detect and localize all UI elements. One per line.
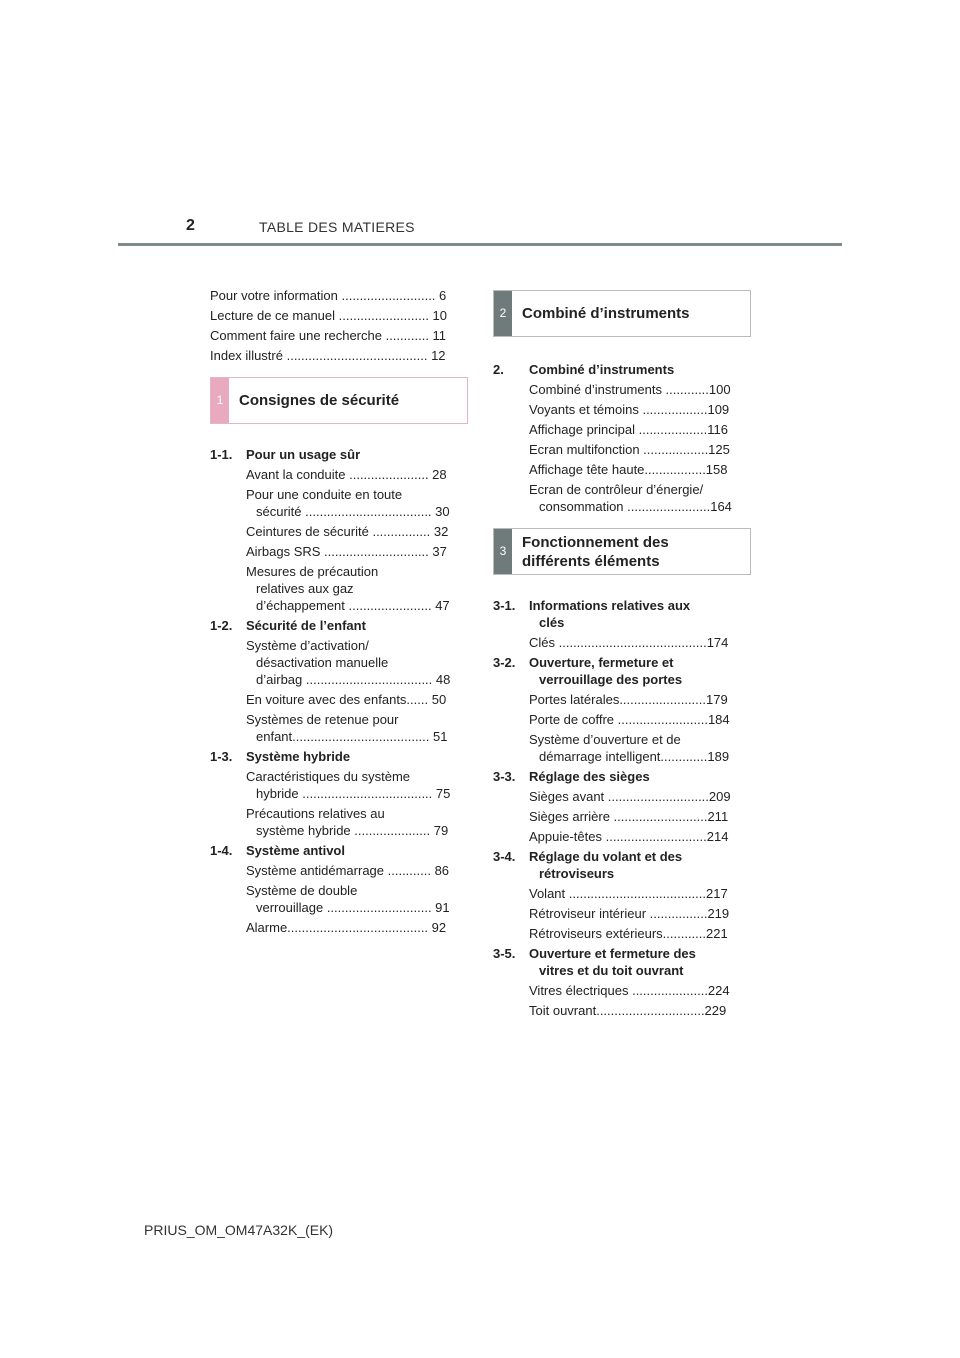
section-number: 1-1. (210, 447, 233, 462)
toc-entry-line: Clés .........................................174 (529, 635, 729, 650)
section-heading[interactable] (210, 617, 468, 634)
toc-entry[interactable] (210, 882, 468, 916)
intro-list (210, 287, 468, 364)
toc-entry[interactable] (493, 441, 751, 458)
toc-entry[interactable]: Index illustré ....................................... 12 (210, 348, 446, 363)
toc-entry[interactable]: Comment faire une recherche ............ 11 (210, 328, 447, 343)
section-heading[interactable] (210, 748, 468, 765)
section-title (529, 848, 751, 882)
toc-entry[interactable] (493, 381, 751, 398)
toc-entry[interactable] (493, 731, 751, 765)
section-heading[interactable] (493, 654, 751, 688)
toc-entry-line: Système antidémarrage ............ 86 (246, 863, 450, 878)
toc-entry[interactable] (210, 523, 468, 540)
toc-entry[interactable] (493, 1002, 751, 1019)
section-title-line1: Réglage des sièges (529, 769, 650, 784)
toc-entry[interactable] (210, 768, 468, 802)
toc-right-column (493, 290, 751, 1022)
toc-entry[interactable] (493, 421, 751, 438)
chapter-title-line2: différents éléments (522, 552, 660, 570)
chapter-2-sections (493, 349, 751, 515)
toc-entry-line: Sièges arrière ..........................211 (529, 809, 729, 824)
toc-entry-line: Système d’ouverture et de (529, 732, 681, 747)
toc-entry-line: Appuie-têtes ............................214 (529, 829, 729, 844)
toc-entry-line: démarrage intelligent.............189 (539, 749, 730, 764)
section-title-line2: clés (539, 615, 565, 630)
section-number: 3-1. (493, 598, 516, 613)
toc-entry[interactable]: Lecture de ce manuel ......................... 10 (210, 308, 448, 323)
chapter-title (512, 529, 669, 574)
toc-entry[interactable] (493, 711, 751, 728)
toc-entry-line: Affichage tête haute.................158 (529, 462, 728, 477)
toc-entry[interactable] (493, 481, 751, 515)
section-number: 3-5. (493, 946, 516, 961)
section-title-line1: Informations relatives aux (529, 598, 691, 613)
toc-entry-line: d’airbag ................................... 48 (256, 672, 451, 687)
toc-entry-line: Systèmes de retenue pour (246, 712, 399, 727)
toc-entry-line: Ecran de contrôleur d’énergie/ (529, 482, 704, 497)
toc-entry[interactable] (210, 691, 468, 708)
toc-entry[interactable] (493, 461, 751, 478)
chapter-2-header[interactable] (493, 290, 751, 337)
toc-entry-line: Avant la conduite ...................... 28 (246, 467, 447, 482)
section-heading[interactable] (493, 768, 751, 785)
toc-entry-line: hybride .................................... 75 (256, 786, 451, 801)
section-heading[interactable] (210, 842, 468, 859)
chapter-title: Combiné d’instruments (522, 305, 690, 322)
section-title-line1: Sécurité de l’enfant (246, 618, 366, 633)
toc-entry[interactable] (493, 828, 751, 845)
toc-entry[interactable] (493, 808, 751, 825)
toc-entry-line: Système d’activation/ (246, 638, 369, 653)
toc-entry-line: Rétroviseur intérieur ................219 (529, 906, 730, 921)
toc-entry-line: Ceintures de sécurité ................ 32 (246, 524, 449, 539)
page-number: 2 (186, 217, 195, 234)
section-title-line1: Combiné d’instruments (529, 362, 675, 377)
toc-entry[interactable] (210, 805, 468, 839)
section-title (529, 361, 751, 378)
chapter-title-line1: Fonctionnement des (522, 533, 669, 551)
chapter-3-sections (493, 597, 751, 1019)
toc-entry[interactable] (493, 691, 751, 708)
section-heading[interactable] (210, 446, 468, 463)
toc-entry[interactable] (210, 486, 468, 520)
section-title-line1: Réglage du volant et des (529, 849, 683, 864)
toc-entry-line: Alarme....................................... 92 (246, 920, 447, 935)
toc-entry-line: Mesures de précaution (246, 564, 379, 579)
toc-entry-line: Sièges avant ............................209 (529, 789, 731, 804)
section-heading[interactable] (493, 945, 751, 979)
section-title (529, 768, 751, 785)
section-title (246, 842, 468, 859)
toc-entry[interactable] (210, 919, 468, 936)
section-title-line1: Système hybride (246, 749, 351, 764)
section-title (529, 654, 751, 688)
toc-entry[interactable]: Pour votre information .......................... 6 (210, 288, 447, 303)
chapter-title: Consignes de sécurité (239, 392, 400, 409)
toc-entry[interactable] (210, 543, 468, 560)
chapter-tab: 3 (494, 529, 512, 574)
toc-entry[interactable] (493, 634, 751, 651)
page-header-title: TABLE DES MATIERES (259, 219, 415, 235)
toc-entry[interactable] (493, 925, 751, 942)
section-number: 1-4. (210, 843, 233, 858)
toc-entry-line: En voiture avec des enfants...... 50 (246, 692, 447, 707)
section-number: 3-4. (493, 849, 516, 864)
chapter-tab: 1 (211, 378, 229, 423)
toc-entry-line: Précautions relatives au (246, 806, 385, 821)
toc-entry-line: Système de double (246, 883, 358, 898)
section-heading[interactable] (493, 848, 751, 882)
toc-entry-line: Pour une conduite en toute (246, 487, 403, 502)
toc-entry-line: Porte de coffre .........................184 (529, 712, 730, 727)
header-divider (118, 243, 842, 246)
section-number: 1-2. (210, 618, 233, 633)
toc-entry-line: Toit ouvrant..............................229 (529, 1003, 727, 1018)
toc-entry-line: d’échappement ....................... 47 (256, 598, 450, 613)
toc-entry-line: sécurité ................................... 30 (256, 504, 450, 519)
toc-entry-line: consommation .......................164 (539, 499, 732, 514)
toc-entry-line: Vitres électriques .....................224 (529, 983, 730, 998)
section-heading[interactable] (493, 597, 751, 631)
toc-left-column (210, 287, 468, 939)
section-title (529, 945, 751, 979)
toc-entry-line: Rétroviseurs extérieurs............221 (529, 926, 728, 941)
toc-entry-line: relatives aux gaz (256, 581, 354, 596)
toc-entry-line: verrouillage ............................. 91 (256, 900, 450, 915)
toc-entry-line: Combiné d’instruments ............100 (529, 382, 731, 397)
toc-entry-line: Airbags SRS ............................. 37 (246, 544, 447, 559)
toc-entry-line: désactivation manuelle (256, 655, 389, 670)
section-title-line2: vitres et du toit ouvrant (539, 963, 684, 978)
toc-entry-line: système hybride ..................... 79 (256, 823, 449, 838)
chapter-1-sections (210, 446, 468, 936)
toc-entry[interactable] (493, 982, 751, 999)
section-number: 3-3. (493, 769, 516, 784)
toc-entry-line: Caractéristiques du système (246, 769, 411, 784)
toc-entry[interactable] (493, 788, 751, 805)
toc-entry[interactable] (210, 637, 468, 688)
toc-entry-line: Ecran multifonction ..................125 (529, 442, 730, 457)
section-title-line2: rétroviseurs (539, 866, 615, 881)
toc-entry[interactable] (493, 885, 751, 902)
toc-entry-line: Volant ......................................217 (529, 886, 728, 901)
toc-entry[interactable] (210, 711, 468, 745)
toc-entry-line: Affichage principal ...................116 (529, 422, 728, 437)
section-heading[interactable] (493, 361, 751, 378)
section-number: 2. (493, 362, 504, 377)
section-title (246, 446, 468, 463)
toc-entry[interactable] (210, 862, 468, 879)
toc-entry[interactable] (493, 401, 751, 418)
section-title-line2: verrouillage des portes (539, 672, 683, 687)
section-title (529, 597, 751, 631)
chapter-tab: 2 (494, 291, 512, 336)
chapter-3-header[interactable] (493, 528, 751, 575)
section-number: 1-3. (210, 749, 233, 764)
section-title-line1: Pour un usage sûr (246, 447, 361, 462)
footer-code: PRIUS_OM_OM47A32K_(EK) (144, 1222, 334, 1238)
section-title (246, 617, 468, 634)
toc-entry-line: Portes latérales........................179 (529, 692, 728, 707)
toc-entry-line: Voyants et témoins ..................109 (529, 402, 730, 417)
toc-entry-line: enfant...................................... 51 (256, 729, 448, 744)
section-number: 3-2. (493, 655, 516, 670)
section-title-line1: Système antivol (246, 843, 345, 858)
section-title-line1: Ouverture et fermeture des (529, 946, 696, 961)
section-title-line1: Ouverture, fermeture et (529, 655, 674, 670)
toc-entry[interactable] (493, 905, 751, 922)
toc-entry[interactable] (210, 466, 468, 483)
chapter-1-header[interactable] (210, 377, 468, 424)
section-title (246, 748, 468, 765)
toc-entry[interactable] (210, 563, 468, 614)
